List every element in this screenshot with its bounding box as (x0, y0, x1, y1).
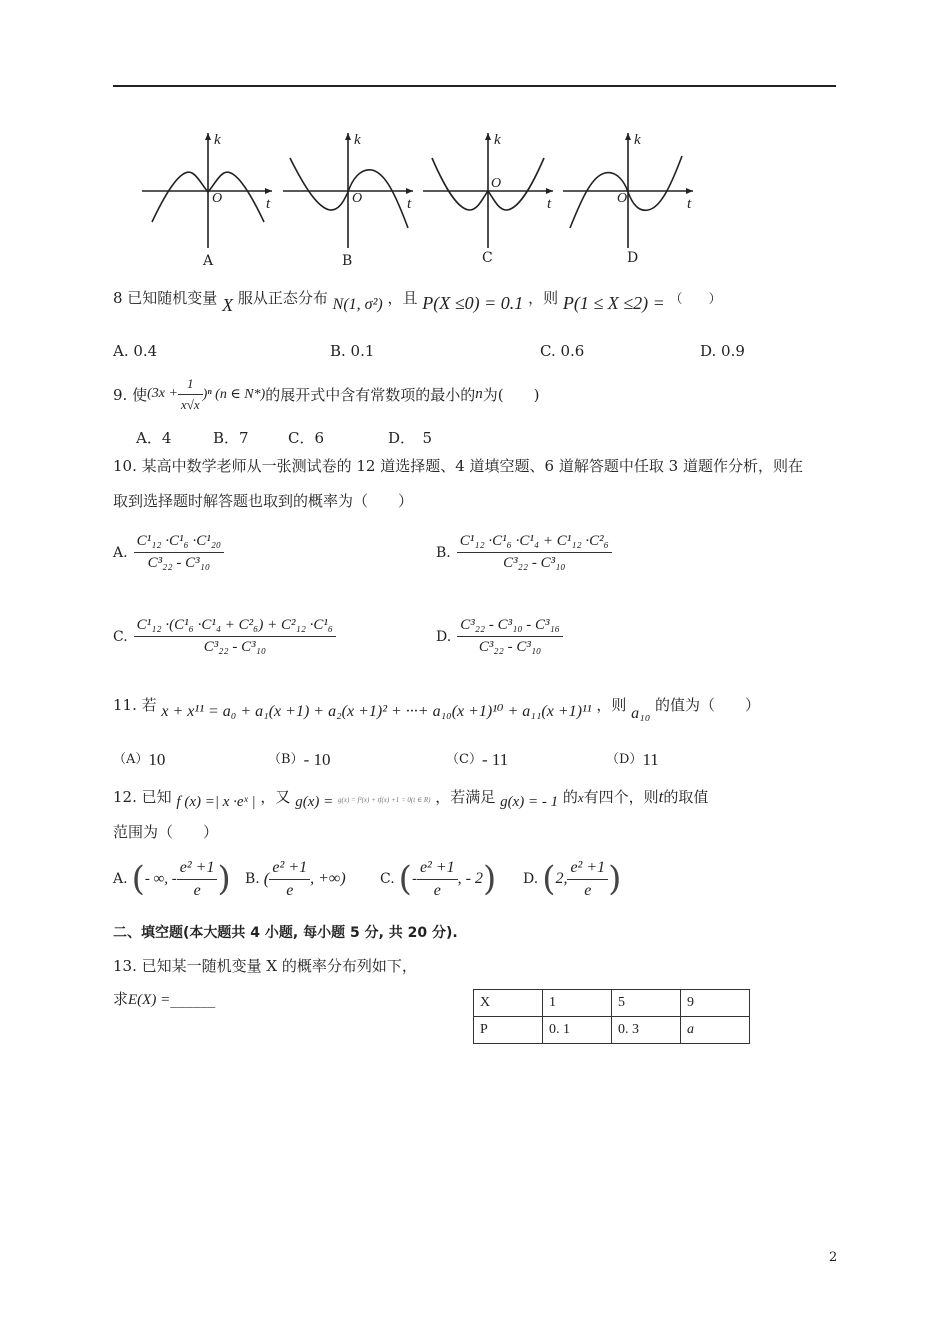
q12-line-2: 范围为（ ） (113, 823, 219, 841)
q11-option-b[interactable]: （B）- 10 (268, 750, 331, 769)
q11-option-c[interactable]: （C）- 11 (446, 750, 509, 769)
graph-a-origin: O (212, 191, 223, 206)
q11-then: ，则 (596, 696, 627, 714)
q9-n: n (475, 385, 483, 402)
q11-tail: 的值为（ ） (655, 696, 761, 714)
graph-c-label: C (482, 250, 493, 266)
graph-d-label: D (627, 250, 639, 266)
graph-a (142, 133, 272, 248)
q8-paren: （ ） (669, 292, 722, 307)
question-11 (113, 694, 761, 722)
q10-a-fraction: $\frac{\text{C¹₁₂ ·C¹₆ ·C¹₂₀}}{\text{C³₂₂ - C³₁₀}}$ (134, 533, 225, 572)
q12-option-c[interactable]: C. ( - $\frac{\text{e² +1}}{e}$ , - 2 ) (380, 858, 497, 899)
q8-option-c[interactable]: C. 0.6 (540, 342, 585, 360)
q11-lead: 11. 若 (113, 696, 157, 714)
table-cell: P (474, 1017, 543, 1044)
q12-mid2: 有四个，则 (583, 788, 659, 806)
q10-option-a[interactable]: A. $\frac{\text{C¹₁₂ ·C¹₆ ·C¹₂₀}}{\text{C³₂₂ - C³₁₀}}$ (113, 533, 224, 572)
q8-cond-pre: ，且 (387, 289, 418, 307)
q9-fraction (178, 376, 203, 413)
q11-target: a₁₀ (631, 705, 651, 722)
q8-dist: N(1, σ²) (332, 296, 383, 313)
question-12 (113, 786, 709, 810)
q9-option-b[interactable]: B．7 (213, 429, 249, 447)
header-rule (113, 85, 836, 87)
q12-option-d[interactable]: D. ( 2, $\frac{\text{e² +1}}{e}$ ) (523, 858, 622, 899)
q9-option-c[interactable]: C．6 (288, 429, 325, 447)
q8-var: X (222, 295, 234, 315)
q9-tail: 的展开式中含有常数项的最小的 (265, 385, 476, 404)
q13-distribution-table (473, 989, 750, 1044)
q8-option-d[interactable]: D. 0.9 (700, 342, 745, 360)
table-row (474, 990, 750, 1017)
q11-option-d[interactable]: （D）11 (606, 750, 659, 769)
graph-b-origin: O (352, 191, 363, 206)
q12-tail: 的取值 (663, 788, 709, 806)
q11-option-a[interactable]: （A）10 (113, 750, 166, 769)
q12-also: ，又 (260, 788, 291, 806)
q10-option-d[interactable]: D. $\frac{\text{C³₂₂ - C³₁₀ - C³₁₆}}{\text{C³₂₂ - C³₁₀}}$ (436, 617, 563, 656)
q9-frac-den: x√x (180, 396, 200, 412)
q12-f: f (x) =| x ·eˣ | (176, 794, 256, 810)
graph-a-label: A (203, 253, 214, 269)
q9-expr-a: (3x + (147, 386, 178, 401)
q12-option-b[interactable]: B. ( $\frac{\text{e² +1}}{e}$ , +∞) (245, 858, 346, 899)
graph-b-k-label: k (354, 132, 361, 148)
q12-g2: g(x) = - 1 (500, 794, 559, 810)
q10-d-fraction: $\frac{\text{C³₂₂ - C³₁₀ - C³₁₆}}{\text{C³₂₂ - C³₁₀}}$ (457, 617, 563, 656)
table-cell: 9 (681, 990, 750, 1017)
graph-b-label: B (342, 253, 353, 269)
q12-lead: 12. 已知 (113, 788, 172, 806)
q10-option-c[interactable]: C. $\frac{\text{C¹₁₂ ·(C¹₆ ·C¹₄ + C²₆) + C²₁₂ ·C¹₆}}{\text{C³₂₂ - C³₁₀}}$ (113, 617, 336, 656)
table-cell: 1 (543, 990, 612, 1017)
q8-option-b[interactable]: B. 0.1 (330, 342, 375, 360)
table-cell: X (474, 990, 543, 1017)
q8-option-a[interactable]: A. 0.4 (113, 342, 158, 360)
graph-a-k-label: k (214, 132, 221, 148)
table-cell: 5 (612, 990, 681, 1017)
q12-cond: ，若满足 (435, 788, 496, 806)
graph-d-origin: O (617, 191, 628, 206)
graph-d-k-label: k (634, 132, 641, 148)
table-cell: 0. 1 (543, 1017, 612, 1044)
graph-b (283, 133, 413, 248)
q9-option-d[interactable]: D． 5 (388, 429, 433, 447)
q10-option-b[interactable]: B. $\frac{\text{C¹₁₂ ·C¹₆ ·C¹₄ + C¹₁₂ ·C²₆}}{\text{C³₂₂ - C³₁₀}}$ (436, 533, 612, 572)
q9-option-a[interactable]: A．4 (136, 429, 172, 447)
q10-line-1: 10. 某高中数学老师从一张测试卷的 12 道选择题、4 道填空题、6 道解答题中任取 3 道题作分析，则在 (113, 457, 803, 475)
q9-expr-b: )ⁿ (n ∈ N*) (202, 386, 266, 402)
q12-g-def: g(x) = f²(x) + tf(x) +1 = 0(t ∈ R) (338, 796, 431, 804)
graph-c-t-label: t (547, 196, 552, 212)
q12-mid: 的 (562, 788, 578, 806)
section-2-heading: 二、填空题(本大题共 4 小题, 每小题 5 分, 共 20 分). (113, 925, 458, 941)
q13-ask: 求E(X) =______ (113, 990, 216, 1008)
q9-lead: 9. 使 (113, 385, 148, 404)
q9-end: 为( ) (482, 385, 540, 404)
graph-c (423, 133, 553, 248)
q8-mid: 服从正态分布 (237, 289, 328, 307)
table-cell: a (681, 1017, 750, 1044)
q10-line-2: 取到选择题时解答题也取到的概率为（ ） (113, 492, 414, 510)
q13-answer-blank[interactable]: ______ (170, 990, 216, 1008)
q8-cond: P(X ≤0) = 0.1 (422, 293, 524, 313)
q8-ask: P(1 ≤ X ≤2) = (562, 293, 665, 313)
q11-expr: x + x¹¹ = a₀ + a₁(x +1) + a₂(x +1)² + ···+ a₁₀(x +1)¹⁰ + a₁₁(x +1)¹¹ (161, 703, 592, 720)
table-row (474, 1017, 750, 1044)
q10-b-fraction: $\frac{\text{C¹₁₂ ·C¹₆ ·C¹₄ + C¹₁₂ ·C²₆}}{\text{C³₂₂ - C³₁₀}}$ (457, 533, 612, 572)
graph-b-t-label: t (407, 196, 412, 212)
q13-line-1: 13. 已知某一随机变量 X 的概率分布列如下， (113, 957, 417, 975)
graph-c-origin: O (491, 176, 502, 191)
graph-d-t-label: t (687, 196, 692, 212)
page-number: 2 (829, 1250, 838, 1265)
q8-then: ，则 (528, 289, 559, 307)
table-cell: 0. 3 (612, 1017, 681, 1044)
graph-d (563, 133, 693, 248)
q8-lead: 8 已知随机变量 (113, 289, 218, 307)
q12-x: x (577, 790, 584, 805)
q10-c-fraction: $\frac{\text{C¹₁₂ ·(C¹₆ ·C¹₄ + C²₆) + C²₁₂ ·C¹₆}}{\text{C³₂₂ - C³₁₀}}$ (134, 617, 336, 656)
question-9 (113, 372, 539, 416)
q9-frac-num: 1 (178, 376, 203, 395)
q12-option-a[interactable]: A. ( - ∞, - $\frac{\text{e² +1}}{e}$ ) (113, 858, 231, 899)
q12-g-label: g(x) = (295, 794, 334, 810)
graph-c-k-label: k (494, 132, 501, 148)
graph-a-t-label: t (266, 196, 271, 212)
question-8 (113, 287, 722, 315)
q12-t: t (658, 787, 664, 806)
